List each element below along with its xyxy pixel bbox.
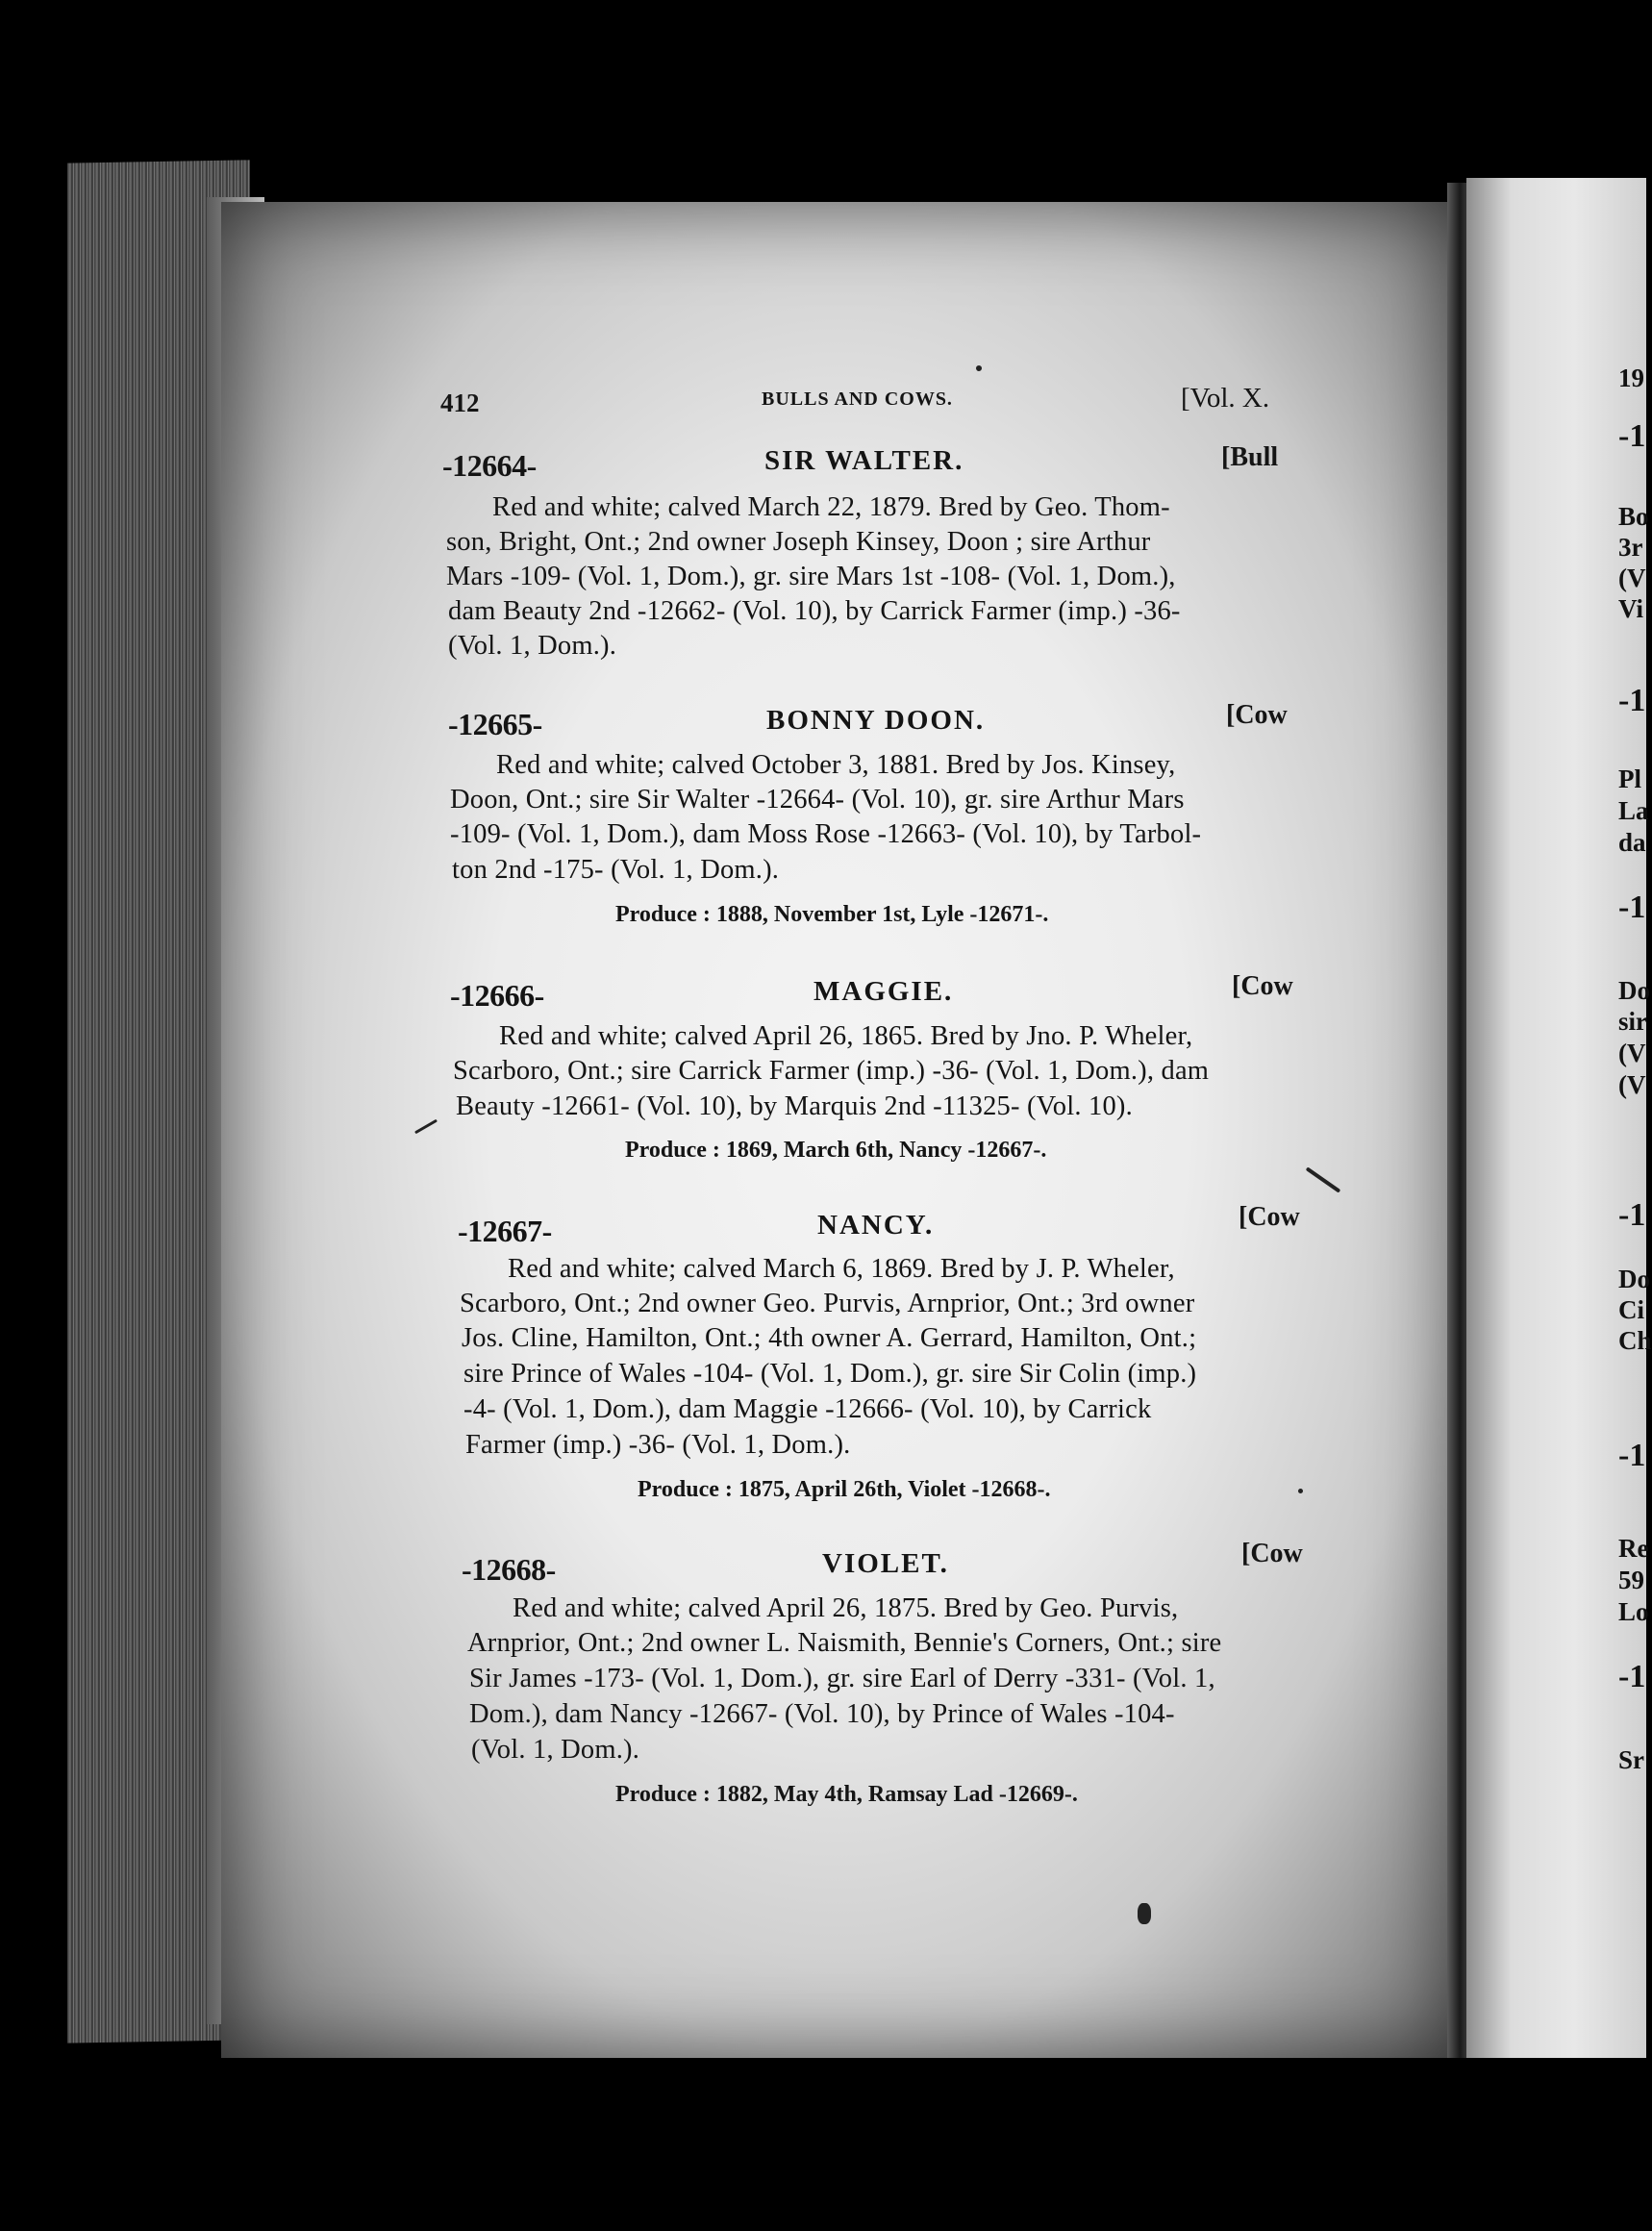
ink-blot-mark: [1138, 1903, 1151, 1924]
right-page-fragment: 59: [1618, 1566, 1644, 1594]
entry-name: NANCY.: [817, 1210, 935, 1241]
dust-speck: [1298, 1489, 1303, 1493]
right-page-fragment: -1: [1618, 1438, 1646, 1473]
right-page-fragment: -1: [1618, 1197, 1646, 1233]
entry-sex: [Cow: [1239, 1202, 1300, 1232]
right-page-fragment: da: [1618, 828, 1646, 857]
entry-sex: [Cow: [1226, 700, 1288, 730]
entry-text-line: Red and white; calved March 6, 1869. Bred by J. P. Wheler,: [508, 1254, 1175, 1284]
entry-name: BONNY DOON.: [766, 705, 986, 736]
entry-text-line: Farmer (imp.) -36- (Vol. 1, Dom.).: [465, 1430, 851, 1460]
entry-text-line: sire Prince of Wales -104- (Vol. 1, Dom.), gr. sire Sir Colin (imp.): [463, 1359, 1197, 1389]
right-page-fragment: Sr: [1618, 1745, 1644, 1774]
volume-label: [Vol. X.: [1181, 383, 1270, 414]
page-number: 412: [440, 389, 480, 417]
produce-line: Produce : 1882, May 4th, Ramsay Lad -12669-.: [615, 1782, 1078, 1807]
right-page-fragment: Pl: [1618, 765, 1641, 793]
running-head: BULLS AND COWS.: [762, 389, 953, 410]
right-page-fragment: -1: [1618, 683, 1646, 718]
entry-number: -12665-: [448, 707, 542, 741]
entry-text-line: -4- (Vol. 1, Dom.), dam Maggie -12666- (Vol. 10), by Carrick: [463, 1394, 1152, 1424]
entry-number: -12668-: [462, 1552, 556, 1587]
entry-text-line: Scarboro, Ont.; 2nd owner Geo. Purvis, Arnprior, Ont.; 3rd owner: [460, 1289, 1195, 1318]
right-page-fragment: 19: [1618, 363, 1644, 392]
produce-line: Produce : 1869, March 6th, Nancy -12667-.: [625, 1138, 1047, 1163]
entry-sex: [Cow: [1232, 971, 1293, 1001]
entry-name: MAGGIE.: [813, 976, 954, 1007]
entry-sex: [Bull: [1221, 442, 1279, 472]
dust-speck: [976, 365, 982, 371]
right-page-fragment: -1: [1618, 890, 1646, 925]
right-page-fragment: Ci: [1618, 1295, 1644, 1324]
entry-name: SIR WALTER.: [764, 445, 964, 476]
entry-text-line: (Vol. 1, Dom.).: [471, 1735, 640, 1765]
right-page-fragment: Ch: [1618, 1326, 1652, 1355]
entry-number: -12666-: [450, 978, 544, 1013]
entry-text-line: Red and white; calved March 22, 1879. Bred by Geo. Thom-: [492, 492, 1170, 522]
right-page-fragment: sir: [1618, 1007, 1647, 1036]
entry-name: VIOLET.: [822, 1548, 949, 1579]
entry-text-line: Jos. Cline, Hamilton, Ont.; 4th owner A. Gerrard, Hamilton, Ont.;: [462, 1323, 1197, 1353]
right-page-fragment: -1: [1618, 418, 1646, 454]
right-page-fragment: 3r: [1618, 533, 1643, 562]
right-page-fragment: Do: [1618, 976, 1650, 1005]
left-page: [221, 202, 1457, 2058]
entry-text-line: Beauty -12661- (Vol. 10), by Marquis 2nd -11325- (Vol. 10).: [456, 1091, 1133, 1121]
entry-text-line: Mars -109- (Vol. 1, Dom.), gr. sire Mars 1st -108- (Vol. 1, Dom.),: [446, 562, 1176, 591]
entry-text-line: Arnprior, Ont.; 2nd owner L. Naismith, Bennie's Corners, Ont.; sire: [467, 1628, 1222, 1658]
entry-text-line: Red and white; calved April 26, 1865. Bred by Jno. P. Wheler,: [499, 1021, 1193, 1051]
entry-text-line: ton 2nd -175- (Vol. 1, Dom.).: [452, 855, 780, 885]
entry-number: -12667-: [458, 1214, 552, 1248]
right-page-fragment: Bo: [1618, 502, 1649, 531]
produce-line: Produce : 1888, November 1st, Lyle -12671-.: [615, 902, 1049, 927]
book-gutter: [1447, 183, 1468, 2058]
entry-text-line: son, Bright, Ont.; 2nd owner Joseph Kinsey, Doon ; sire Arthur: [446, 527, 1151, 557]
right-page-fragment: (V: [1618, 564, 1646, 592]
right-page-fragment: (V: [1618, 1039, 1646, 1067]
right-page-fragment: Lo: [1618, 1597, 1649, 1626]
right-page-fragment: -1: [1618, 1659, 1646, 1694]
entry-text-line: dam Beauty 2nd -12662- (Vol. 10), by Carrick Farmer (imp.) -36-: [448, 596, 1181, 626]
right-page-fragment: (V: [1618, 1070, 1646, 1099]
entry-number: -12664-: [442, 448, 537, 483]
right-page-fragment: La: [1618, 796, 1649, 825]
entry-text-line: Doon, Ont.; sire Sir Walter -12664- (Vol. 10), gr. sire Arthur Mars: [450, 785, 1185, 815]
entry-text-line: Sir James -173- (Vol. 1, Dom.), gr. sire Earl of Derry -331- (Vol. 1,: [469, 1664, 1215, 1693]
entry-text-line: Red and white; calved October 3, 1881. Bred by Jos. Kinsey,: [496, 750, 1176, 780]
right-page-fragment: Vi: [1618, 594, 1643, 623]
right-page-fragment: Re: [1618, 1534, 1649, 1563]
right-page: [1466, 178, 1652, 2058]
entry-text-line: Dom.), dam Nancy -12667- (Vol. 10), by Prince of Wales -104-: [469, 1699, 1175, 1729]
entry-text-line: -109- (Vol. 1, Dom.), dam Moss Rose -12663- (Vol. 10), by Tarbol-: [450, 819, 1202, 849]
entry-text-line: (Vol. 1, Dom.).: [448, 631, 617, 661]
entry-sex: [Cow: [1241, 1539, 1303, 1568]
right-page-fragment: Do: [1618, 1265, 1650, 1293]
entry-text-line: Scarboro, Ont.; sire Carrick Farmer (imp.) -36- (Vol. 1, Dom.), dam: [453, 1056, 1210, 1086]
produce-line: Produce : 1875, April 26th, Violet -12668-.: [638, 1477, 1051, 1502]
entry-text-line: Red and white; calved April 26, 1875. Bred by Geo. Purvis,: [513, 1593, 1179, 1623]
